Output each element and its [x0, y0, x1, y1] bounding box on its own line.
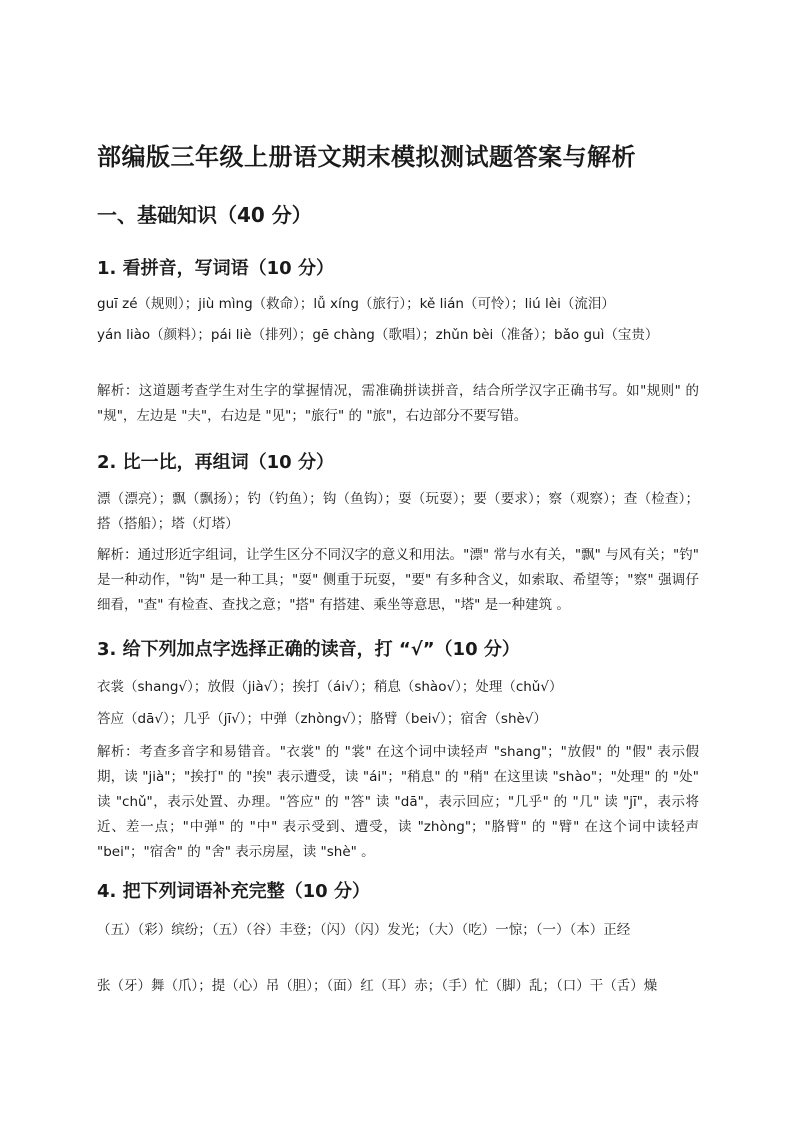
question-1-answer-line-1: guī zé（规则）；jiù mìng（救命）；lǚ xíng（旅行）；kě lián（可怜）；liú lèi（流泪） — [97, 296, 615, 312]
question-2-analysis — [97, 543, 699, 618]
question-1-heading: 1. 看拼音，写词语（10 分） — [97, 258, 334, 279]
analysis-label: 解析 — [97, 383, 125, 399]
analysis-text: ：通过形近字组词，让学生区分不同汉字的意义和用法。"漂" 常与水有关，"飘" 与风有关；"钓" 是一种动作，"钩" 是一种工具；"耍" 侧重于玩耍，"要" 有多种含义，如索取、希望等；"察" 强调仔细看，"查" 有检查、查找之意；"搭" 有搭建、乘坐等意思，"塔" 是一种建筑 。 — [97, 547, 700, 613]
analysis-label: 解析 — [97, 744, 126, 760]
question-1-analysis — [97, 379, 699, 429]
question-3-answer-line-1: 衣裳（shang√）；放假（jià√）；挨打（ái√）；稍息（shào√）；处理（chǔ√） — [97, 679, 563, 695]
question-4-answer-line-2: 张（牙）舞（爪）；提（心）吊（胆）；（面）红（耳）赤；（手）忙（脚）乱；（口）干（舌）燥 — [97, 978, 658, 994]
question-2-heading: 2. 比一比，再组词（10 分） — [97, 452, 334, 473]
question-2-answer: 漂（漂亮）；飘（飘扬）；钓（钓鱼）；钩（鱼钩）；耍（玩耍）；要（要求）；察（观察）；查（检查）；搭（搭船）；塔（灯塔） — [97, 491, 699, 532]
question-1-answer-line-2: yán liào（颜料）；pái liè（排列）；gē chàng（歌唱）；zhǔn bèi（准备）；bǎo guì（宝贵） — [97, 327, 659, 343]
analysis-text: ：考查多音字和易错音。"衣裳" 的 "裳" 在这个词中读轻声 "shang"；"放假" 的 "假" 表示假期，读 "jià"；"挨打" 的 "挨" 表示遭受，读 "ái"；"稍息" 的 "稍" 在这里读 "shào"；"处理" 的 "处" 读 "chǔ"，表示处置、办理。"答应" 的 "答" 读 "dā"，表示回应；"几乎" 的 "几" 读 "jī"，表示将近、差一点；"中弹" 的 "中" 表示受到、遭受，读 "zhòng"；"胳臂" 的 "臂" 在这个词中读轻声 "bei"；"宿舍" 的 "舍" 表示房屋，读 "shè" 。 — [97, 744, 700, 860]
question-3-analysis — [97, 740, 699, 865]
question-4-answer-line-1: （五）（彩）缤纷；（五）（谷）丰登；（闪）（闪）发光；（大）（吃）一惊；（一）（本）正经 — [97, 922, 631, 938]
analysis-label: 解析 — [97, 547, 125, 563]
question-3-answer-line-2: 答应（dā√）；几乎（jī√）；中弹（zhòng√）；胳臂（bei√）；宿舍（shè√） — [97, 711, 547, 727]
analysis-text: ：这道题考查学生对生字的掌握情况，需准确拼读拼音，结合所学汉字正确书写。如"规则" 的 "规"，左边是 "夫"，右边是 "见"；"旅行" 的 "旅"，右边部分不要写错。 — [97, 383, 699, 424]
question-4-heading: 4. 把下列词语补充完整（10 分） — [97, 881, 370, 902]
section-heading-basic-knowledge: 一、基础知识（40 分） — [97, 203, 312, 227]
document-title: 部编版三年级上册语文期末模拟测试题答案与解析 — [97, 143, 636, 171]
question-3-heading: 3. 给下列加点字选择正确的读音，打 “√”（10 分） — [97, 639, 520, 660]
